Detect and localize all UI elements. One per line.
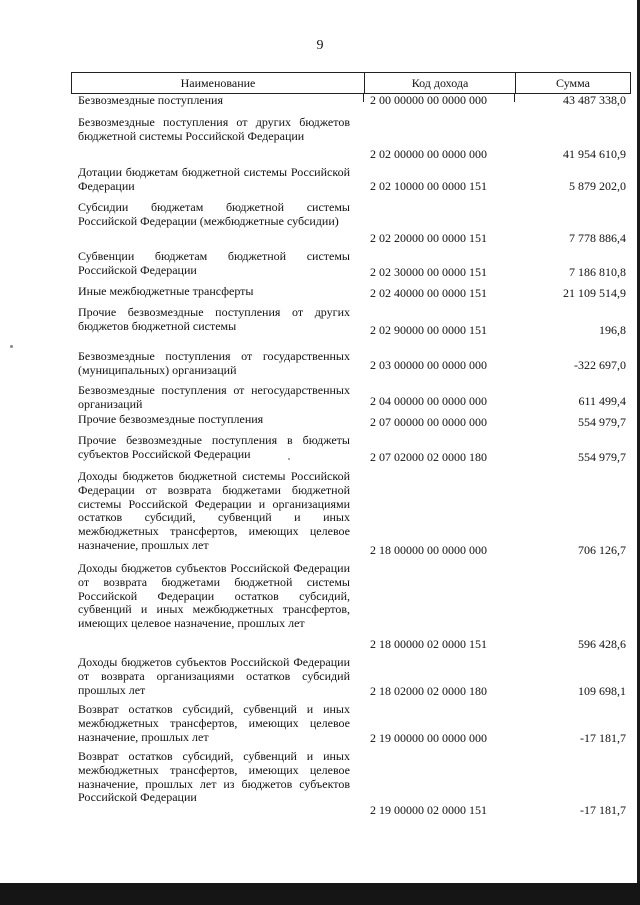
row-code: 2 04 00000 00 0000 000: [370, 394, 487, 408]
table-row: [0, 201, 640, 244]
row-name: Иные межбюджетные трансферты: [78, 284, 254, 298]
row-name: Доходы бюджетов субъектов Российской Федерации от возврата организациями остатков субсидий прошлых лет: [78, 655, 350, 697]
row-sum: 596 428,6: [578, 637, 626, 651]
header-code: Код дохода: [365, 73, 516, 93]
table-row: [0, 285, 640, 299]
row-name: Прочие безвозмездные поступления в бюджеты субъектов Российской Федерации: [78, 433, 350, 461]
row-code: 2 02 90000 00 0000 151: [370, 323, 487, 337]
row-name: Субвенции бюджетам бюджетной системы Российской Федерации: [78, 249, 350, 277]
row-sum: 611 499,4: [578, 394, 626, 408]
row-code: 2 02 10000 00 0000 151: [370, 179, 487, 193]
table-row: [0, 166, 640, 192]
table-row: [0, 306, 640, 336]
row-sum: 554 979,7: [578, 450, 626, 464]
row-name: Дотации бюджетам бюджетной системы Российской Федерации: [78, 165, 350, 193]
table-row: [0, 250, 640, 278]
row-sum: 7 186 810,8: [569, 265, 626, 279]
row-sum: -322 697,0: [574, 358, 626, 372]
row-sum: 21 109 514,9: [563, 286, 626, 300]
row-sum: 554 979,7: [578, 415, 626, 429]
row-code: 2 18 02000 02 0000 180: [370, 684, 487, 698]
row-code: 2 07 02000 02 0000 180: [370, 450, 487, 464]
row-code: 2 02 00000 00 0000 000: [370, 147, 487, 161]
table-row: [0, 434, 640, 463]
row-name: Возврат остатков субсидий, субвенций и иных межбюджетных трансфертов, имеющих целевое назначение, прошлых лет: [78, 702, 350, 744]
scan-speck: [288, 458, 290, 460]
row-code: 2 03 00000 00 0000 000: [370, 358, 487, 372]
row-name: Безвозмездные поступления: [78, 93, 223, 107]
table-row: [0, 383, 640, 411]
row-name: Возврат остатков субсидий, субвенций и иных межбюджетных трансфертов, имеющих целевое назначение, прошлых лет из бюджетов субъектов Российской Федерации: [78, 749, 350, 805]
table-row: [0, 413, 640, 428]
table-row: [0, 470, 640, 556]
table-row: [0, 703, 640, 744]
row-name: Безвозмездные поступления от негосударственных организаций: [78, 383, 350, 411]
row-sum: 196,8: [599, 323, 626, 337]
row-sum: 41 954 610,9: [563, 147, 626, 161]
row-name: Доходы бюджетов бюджетной системы Российской Федерации от возврата бюджетами бюджетной системы Российской Федерации и организациями остатков субсидий, субвенций и иных межбюджетных трансфертов, имеющих целевое назначение, прошлых лет: [78, 469, 350, 552]
table-row: [0, 750, 640, 816]
table-header: [71, 72, 631, 94]
row-name: Доходы бюджетов субъектов Российской Федерации от возврата бюджетами бюджетной системы Российской Федерации остатков субсидий, субвенций и иных межбюджетных трансфертов, имеющих целевое назначение, прошлых лет: [78, 561, 350, 631]
row-code: 2 02 30000 00 0000 151: [370, 265, 487, 279]
row-code: 2 02 20000 00 0000 151: [370, 231, 487, 245]
row-name: Безвозмездные поступления от государственных (муниципальных) организаций: [78, 349, 350, 377]
table-row: [0, 656, 640, 697]
row-name: Прочие безвозмездные поступления: [78, 412, 264, 426]
row-name: Безвозмездные поступления от других бюджетов бюджетной системы Российской Федерации: [78, 115, 350, 143]
row-sum: 109 698,1: [578, 684, 626, 698]
page-number: 9: [316, 38, 324, 53]
row-code: 2 07 00000 00 0000 000: [370, 415, 487, 429]
row-sum: -17 181,7: [580, 731, 626, 745]
row-sum: -17 181,7: [580, 803, 626, 817]
row-sum: 5 879 202,0: [569, 179, 626, 193]
table-row: [0, 94, 640, 106]
table-row: [0, 562, 640, 650]
header-name: Наименование: [72, 73, 365, 93]
row-name: Субсидии бюджетам бюджетной системы Российской Федерации (межбюджетные субсидии): [78, 200, 350, 228]
row-sum: 7 778 886,4: [569, 231, 626, 245]
row-code: 2 19 00000 00 0000 000: [370, 731, 487, 745]
scan-edge-bottom: [0, 883, 640, 905]
row-code: 2 18 00000 00 0000 000: [370, 543, 487, 557]
header-sum: Сумма: [556, 75, 590, 90]
table-row: [0, 116, 640, 160]
row-code: 2 00 00000 00 0000 000: [370, 93, 487, 107]
row-name: Прочие безвозмездные поступления от других бюджетов бюджетной системы: [78, 305, 350, 333]
row-code: 2 18 00000 02 0000 151: [370, 637, 487, 651]
row-code: 2 19 00000 02 0000 151: [370, 803, 487, 817]
table-row: [0, 349, 640, 377]
row-sum: 706 126,7: [578, 543, 626, 557]
row-sum: 43 487 338,0: [563, 93, 626, 107]
row-code: 2 02 40000 00 0000 151: [370, 286, 487, 300]
scan-speck: [10, 345, 13, 348]
